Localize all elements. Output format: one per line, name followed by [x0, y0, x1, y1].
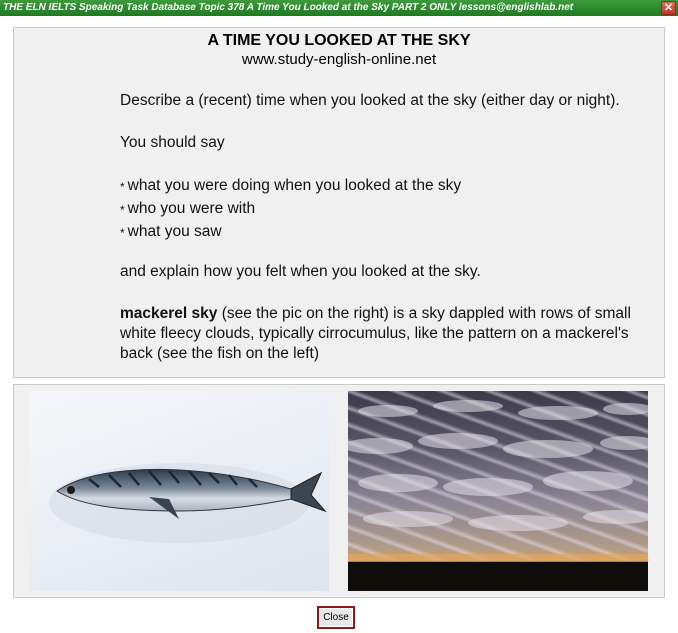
- mackerel-fish-photo: [29, 391, 329, 591]
- task-prompt: [120, 91, 645, 364]
- website-url: www.study-english-online.net: [241, 51, 437, 68]
- list-item: * what you were doing when you looked at the sky: [120, 177, 462, 194]
- window-titlebar: [0, 0, 678, 16]
- list-item: * what you saw: [120, 223, 222, 240]
- bullet-star-icon: *: [120, 226, 125, 240]
- window-title: THE ELN IELTS Speaking Task Database Topic 378 A Time You Looked at the Sky PART 2 ONLY lessons@englishlab.net: [3, 2, 574, 13]
- mackerel-sky-photo: [348, 391, 648, 591]
- close-icon[interactable]: ✕: [661, 1, 676, 15]
- page-title: A TIME YOU LOOKED AT THE SKY: [207, 32, 471, 49]
- mackerel-definition: mackerel sky (see the pic on the right) is a sky dappled with rows of small white fleecy clouds, typically cirrocumulus, like the pattern on a mackerel's back (see the fish on the left): [120, 305, 631, 362]
- list-item: * who you were with: [120, 200, 256, 217]
- intro-text: Describe a (recent) time when you looked at the sky (either day or night).: [120, 92, 620, 109]
- you-should-say-text: You should say: [120, 134, 225, 151]
- image-panel: [13, 384, 665, 598]
- bullet-star-icon: *: [120, 180, 125, 194]
- bullet-star-icon: *: [120, 203, 125, 217]
- close-button[interactable]: Close: [317, 606, 355, 629]
- topic-text-panel: [13, 27, 665, 378]
- mackerel-term: mackerel sky: [120, 305, 218, 322]
- explain-text: and explain how you felt when you looked at the sky.: [120, 263, 481, 280]
